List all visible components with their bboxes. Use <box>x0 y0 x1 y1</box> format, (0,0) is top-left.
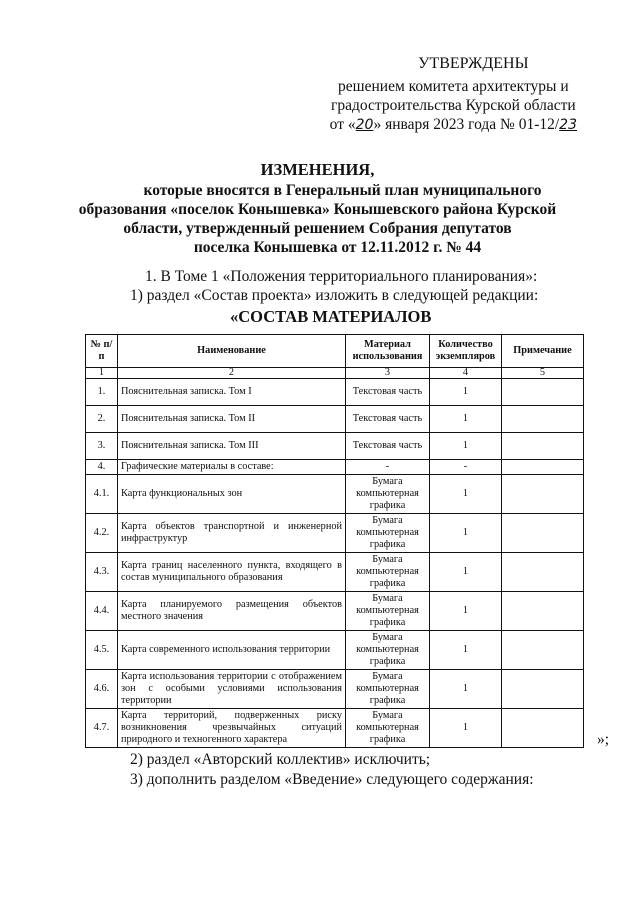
row-quantity: 1 <box>430 514 502 553</box>
row-material: Бумага компьютерная графика <box>346 670 430 709</box>
row-number: 4.5. <box>86 631 118 670</box>
table-row <box>86 433 584 460</box>
closing-quote: »; <box>596 731 609 748</box>
row-note <box>502 475 584 514</box>
row-quantity: 1 <box>430 592 502 631</box>
row-material: Текстовая часть <box>346 406 430 433</box>
row-name: Карта территорий, подверженных риску возникновения чрезвычайных ситуаций природного и техногенного характера <box>118 709 346 748</box>
row-material: - <box>346 460 430 475</box>
column-number: 1 <box>86 368 118 379</box>
row-quantity: 1 <box>430 379 502 406</box>
approval-line-1: решением комитета архитектуры и <box>338 78 569 95</box>
table-row <box>86 670 584 709</box>
approval-date-prefix: от « <box>329 116 356 133</box>
header-material: Материал использования <box>346 335 430 368</box>
heading-line-1: которые вносятся в Генеральный план муниципального <box>143 182 542 199</box>
table-row <box>86 379 584 406</box>
row-quantity: 1 <box>430 433 502 460</box>
row-number: 2. <box>86 406 118 433</box>
row-number: 1. <box>86 379 118 406</box>
row-number: 4.7. <box>86 709 118 748</box>
row-name: Карта объектов транспортной и инженерной инфраструктур <box>118 514 346 553</box>
row-number: 4.2. <box>86 514 118 553</box>
row-note <box>502 406 584 433</box>
row-number: 4.1. <box>86 475 118 514</box>
materials-title: «СОСТАВ МАТЕРИАЛОВ <box>230 307 432 326</box>
row-name: Пояснительная записка. Том III <box>118 433 346 460</box>
section-3-text: 3) дополнить разделом «Введение» следующего содержания: <box>130 771 534 788</box>
row-note <box>502 514 584 553</box>
row-quantity: 1 <box>430 709 502 748</box>
approval-day: 20 <box>355 117 374 133</box>
row-note <box>502 631 584 670</box>
table-row <box>86 475 584 514</box>
row-number: 4.4. <box>86 592 118 631</box>
row-number: 4.3. <box>86 553 118 592</box>
row-quantity: 1 <box>430 406 502 433</box>
row-note <box>502 670 584 709</box>
row-quantity: 1 <box>430 553 502 592</box>
header-quantity: Количество экземпляров <box>430 335 502 368</box>
row-material: Бумага компьютерная графика <box>346 592 430 631</box>
column-number: 3 <box>346 368 430 379</box>
column-number: 4 <box>430 368 502 379</box>
row-material: Бумага компьютерная графика <box>346 514 430 553</box>
table-header-row <box>86 335 584 368</box>
row-name: Графические материалы в составе: <box>118 460 346 475</box>
row-note <box>502 553 584 592</box>
header-name: Наименование <box>118 335 346 368</box>
row-name: Карта планируемого размещения объектов местного значения <box>118 592 346 631</box>
row-material: Бумага компьютерная графика <box>346 475 430 514</box>
column-number: 2 <box>118 368 346 379</box>
materials-table <box>85 334 584 748</box>
row-quantity: 1 <box>430 670 502 709</box>
approval-number: 23 <box>559 117 577 133</box>
row-quantity: - <box>430 460 502 475</box>
row-material: Бумага компьютерная графика <box>346 553 430 592</box>
row-name: Карта границ населенного пункта, входящего в состав муниципального образования <box>118 553 346 592</box>
table-row <box>86 514 584 553</box>
row-name: Пояснительная записка. Том I <box>118 379 346 406</box>
approval-date-middle: » января 2023 года № 01-12/ <box>373 116 560 133</box>
table-row <box>86 460 584 475</box>
heading-line-4: поселка Конышевка от 12.11.2012 г. № 44 <box>193 239 482 256</box>
row-quantity: 1 <box>430 631 502 670</box>
document-heading <box>0 160 635 257</box>
row-number: 4. <box>86 460 118 475</box>
approval-line-2: градостроительства Курской области <box>331 97 576 114</box>
header-note: Примечание <box>502 335 584 368</box>
row-note <box>502 433 584 460</box>
table-row <box>86 406 584 433</box>
row-material: Текстовая часть <box>346 379 430 406</box>
row-material: Бумага компьютерная графика <box>346 631 430 670</box>
row-name: Карта использования территории с отображением зон с особыми условиями использования территории <box>118 670 346 709</box>
approval-date-line <box>330 115 577 135</box>
row-name: Карта функциональных зон <box>118 475 346 514</box>
table-row <box>86 631 584 670</box>
intro-paragraph-1: 1. В Томе 1 «Положения территориального планирования»: <box>145 268 538 285</box>
approval-title: УТВЕРЖДЕНЫ <box>418 55 529 72</box>
heading-line-3: области, утвержденный решением Собрания депутатов <box>123 220 512 237</box>
intro-paragraph-2: 1) раздел «Состав проекта» изложить в следующей редакции: <box>130 287 539 304</box>
row-name: Пояснительная записка. Том II <box>118 406 346 433</box>
header-number: № п/п <box>86 335 118 368</box>
section-2-text: 2) раздел «Авторский коллектив» исключить; <box>130 751 431 768</box>
row-note <box>502 592 584 631</box>
row-name: Карта современного использования территории <box>118 631 346 670</box>
table-row <box>86 592 584 631</box>
column-number: 5 <box>502 368 584 379</box>
heading-line-2: образования «поселок Конышевка» Конышевского района Курской <box>78 201 557 218</box>
table-row <box>86 553 584 592</box>
row-material: Бумага компьютерная графика <box>346 709 430 748</box>
row-number: 3. <box>86 433 118 460</box>
approval-block <box>330 54 577 135</box>
row-note <box>502 460 584 475</box>
row-number: 4.6. <box>86 670 118 709</box>
row-material: Текстовая часть <box>346 433 430 460</box>
intro-block <box>0 267 635 326</box>
row-note <box>502 379 584 406</box>
row-quantity: 1 <box>430 475 502 514</box>
column-number-row <box>86 368 584 379</box>
heading-title: ИЗМЕНЕНИЯ, <box>260 160 375 179</box>
